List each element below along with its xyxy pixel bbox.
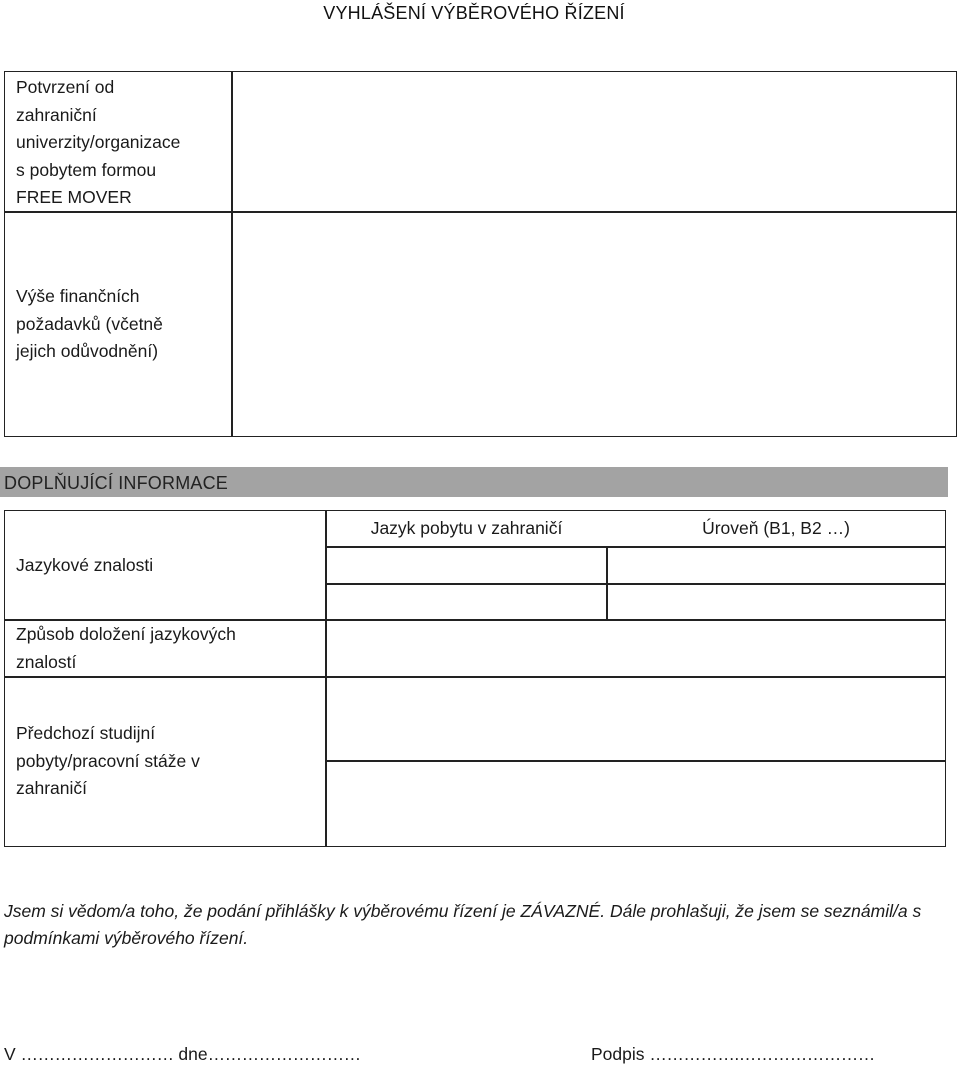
language-skills-label: Jazykové znalosti — [16, 555, 154, 575]
financial-requirements-field[interactable] — [234, 214, 954, 435]
label-line: pobyty/pracovní stáže v — [16, 750, 200, 771]
date-label: dne — [173, 1044, 208, 1064]
level-column-header: Úroveň (B1, B2 …) — [702, 518, 850, 538]
label-line: Výše finančních — [16, 286, 140, 306]
level-field-1[interactable] — [608, 548, 944, 582]
label-line: znalostí — [16, 651, 77, 672]
page-title: VYHLÁŠENÍ VÝBĚROVÉHO ŘÍZENÍ — [323, 3, 625, 23]
place-label: V — [4, 1044, 21, 1064]
label-line: s pobytem formou — [16, 159, 157, 180]
level-field-2[interactable] — [608, 585, 944, 618]
language-field-2[interactable] — [327, 585, 605, 618]
section-title: DOPLŇUJÍCÍ INFORMACE — [4, 473, 229, 493]
table1-column-divider — [231, 71, 233, 437]
signature-field[interactable]: …………….…………………… — [649, 1044, 875, 1064]
language-column-header: Jazyk pobytu v zahraničí — [370, 518, 563, 538]
date-field[interactable]: ……………………… — [207, 1044, 361, 1064]
free-mover-confirmation-label — [16, 74, 228, 212]
label-line: jejich odůvodnění) — [16, 341, 159, 361]
label-line: Potvrzení od — [16, 77, 115, 97]
financial-requirements-label — [16, 283, 228, 366]
binding-statement: Jsem si vědom/a toho, že podání přihlášky k výběrovému řízení je ZÁVAZNÉ. Dále prohlašuji, že jsem se seznámil/a s podmínkami výběrového řízení. — [4, 901, 922, 948]
label-line: zahraničí — [16, 778, 88, 798]
label-line: Způsob doložení jazykových — [16, 624, 236, 644]
previous-stays-field-1[interactable] — [327, 678, 944, 759]
language-proof-label — [16, 621, 321, 676]
label-line: zahraniční — [16, 104, 97, 125]
free-mover-confirmation-field[interactable] — [234, 73, 954, 210]
previous-stays-label — [16, 720, 321, 803]
place-field[interactable]: ……………………… — [20, 1044, 174, 1064]
label-line: univerzity/organizace — [16, 132, 181, 152]
signature-label: Podpis — [591, 1044, 650, 1064]
label-line: požadavků (včetně — [16, 313, 163, 334]
label-line: Předchozí studijní — [16, 723, 156, 743]
signature-line — [591, 1040, 875, 1068]
language-proof-field[interactable] — [327, 621, 944, 675]
place-date-line — [4, 1040, 361, 1068]
previous-stays-field-2[interactable] — [327, 762, 944, 845]
label-line: FREE MOVER — [16, 187, 132, 207]
language-field-1[interactable] — [327, 548, 605, 582]
